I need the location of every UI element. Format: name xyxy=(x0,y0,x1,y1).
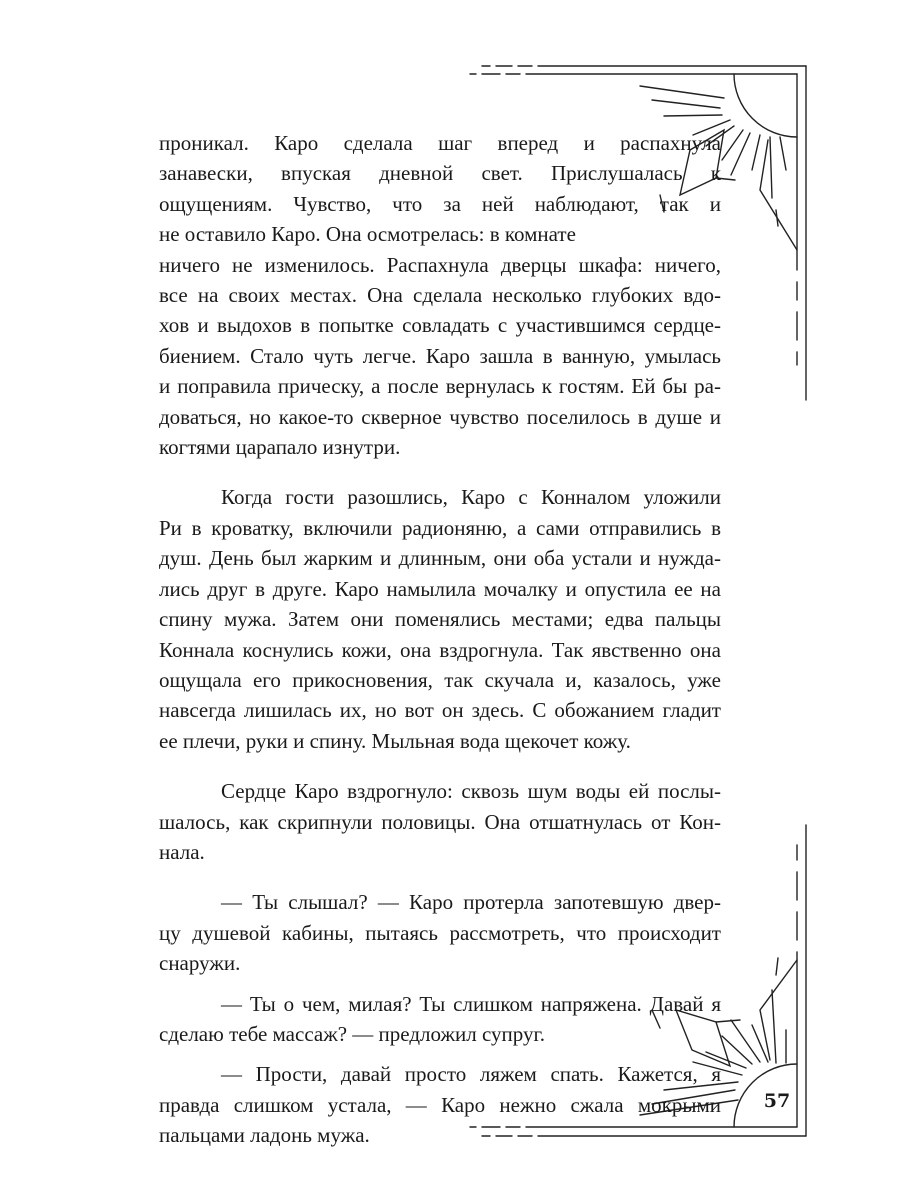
text-line: Когда гости разошлись, Каро с Конналом уложили xyxy=(221,485,721,510)
text-line: ощущениям. Чувство, что за ней наблюдают, так и xyxy=(159,191,721,216)
text-line: душ. День был жарким и длинным, они оба устали и нужда- xyxy=(159,546,721,571)
text-line: лись друг в друге. Каро намылила мочалку и опустила ее на xyxy=(159,576,721,601)
text-line: — Ты слышал? — Каро протерла запотевшую двер- xyxy=(221,890,721,915)
text-line: не оставило Каро. Она осмотрелась: в комнате xyxy=(159,222,576,247)
text-line: — Прости, давай просто ляжем спать. Кажется, я xyxy=(221,1062,721,1087)
text-line: все на своих местах. Она сделала несколько глубоких вдо- xyxy=(159,283,721,308)
paragraph xyxy=(159,887,721,978)
text-line: хов и выдохов в попытке совладать с участившимся сердце- xyxy=(159,313,721,338)
text-line: Сердце Каро вздрогнуло: сквозь шум воды ей послы- xyxy=(221,779,721,804)
text-line: шалось, как скрипнули половицы. Она отшатнулась от Кон- xyxy=(159,809,721,834)
body-text xyxy=(159,128,721,1151)
text-line: ее плечи, руки и спину. Мыльная вода щекочет кожу. xyxy=(159,728,631,753)
text-line: занавески, впуская дневной свет. Прислушалась к xyxy=(159,161,721,186)
paragraph xyxy=(159,989,721,1050)
paragraph xyxy=(159,776,721,867)
text-line: ощущала его прикосновения, так скучала и, казалось, уже xyxy=(159,667,721,692)
text-line: пальцами ладонь мужа. xyxy=(159,1123,370,1148)
text-line: проникал. Каро сделала шаг вперед и распахнула xyxy=(159,131,721,155)
text-line: биением. Стало чуть легче. Каро зашла в ванную, умылась xyxy=(159,343,721,368)
text-line: и поправила прическу, а после вернулась к гостям. Ей бы ра- xyxy=(159,374,721,399)
text-line: спину мужа. Затем они поменялись местами; едва пальцы xyxy=(159,607,721,632)
page-number: 57 xyxy=(763,1090,791,1112)
text-line: — Ты о чем, милая? Ты слишком напряжена. Давай я xyxy=(221,991,721,1016)
text-line: ничего не изменилось. Распахнула дверцы шкафа: ничего, xyxy=(159,252,721,277)
text-line: Ри в кроватку, включили радионяню, а сами отправились в xyxy=(159,515,721,540)
text-line: сделаю тебе массаж? — предложил супруг. xyxy=(159,1021,545,1046)
text-line: когтями царапало изнутри. xyxy=(159,435,401,460)
text-line: Коннала коснулись кожи, она вздрогнула. Так явственно она xyxy=(159,637,721,662)
text-line: навсегда лишилась их, но вот он здесь. С обожанием гладит xyxy=(159,698,721,723)
text-line: снаружи. xyxy=(159,951,241,976)
paragraph xyxy=(159,128,721,462)
text-line: доваться, но какое-то скверное чувство поселилось в душе и xyxy=(159,404,721,429)
paragraph xyxy=(159,1059,721,1150)
text-line: цу душевой кабины, пытаясь рассмотреть, что происходит xyxy=(159,920,721,945)
text-line: правда слишком устала, — Каро нежно сжала мокрыми xyxy=(159,1092,721,1117)
paragraph xyxy=(159,482,721,756)
text-line: нала. xyxy=(159,839,205,864)
